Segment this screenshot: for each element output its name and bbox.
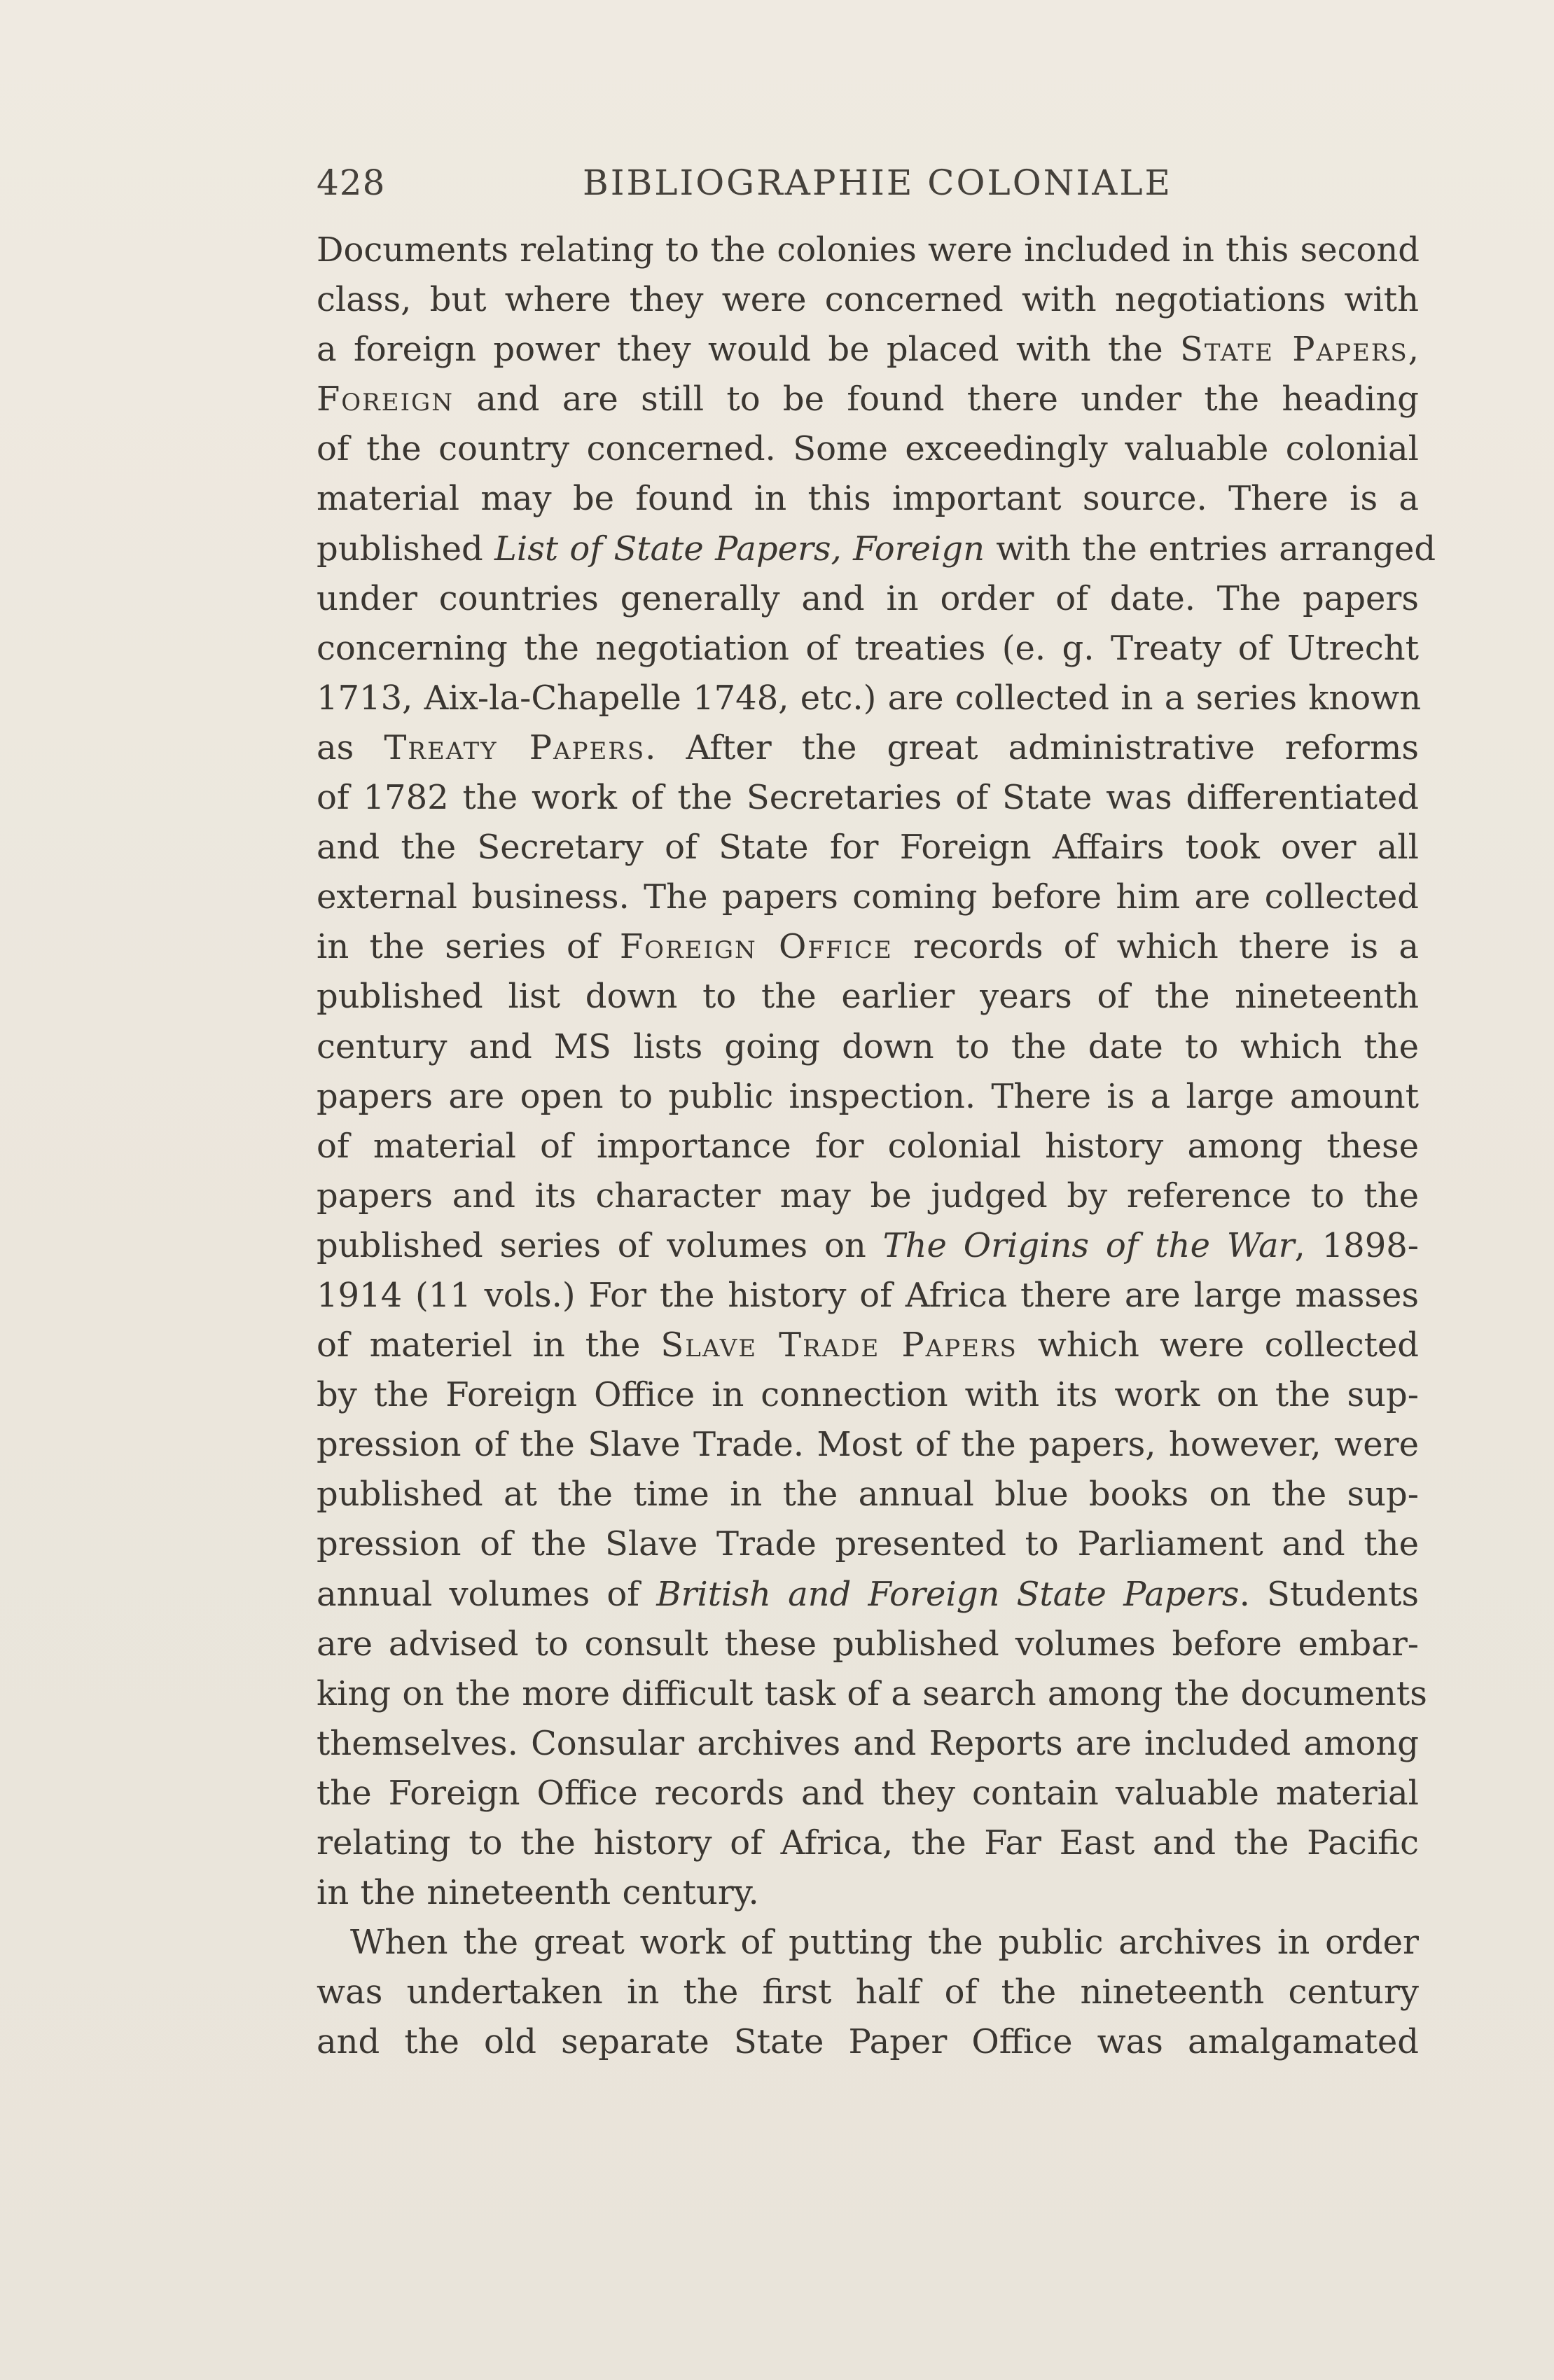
text-run: annual volumes of [317, 1574, 657, 1614]
text-run: of materiel in the [317, 1325, 661, 1365]
text-run: published [317, 529, 495, 569]
text-run: . After the great administrative reforms [645, 728, 1419, 767]
text-line: in the nineteenth century. [317, 1873, 759, 1913]
text-line [317, 1321, 1419, 1370]
text-line: was undertaken in the first half of the nineteenth century [317, 1972, 1419, 2012]
text-line: and the Secretary of State for Foreign Affairs took over all [317, 828, 1419, 868]
text-run: , 1898- [1294, 1225, 1419, 1265]
italic-title: British and Foreign State Papers [656, 1574, 1240, 1614]
text-line: 1914 (11 vols.) For the history of Africa there are large masses [317, 1275, 1419, 1315]
text-line: class, but where they were concerned with negotiations with [317, 280, 1419, 320]
text-run: published series of volumes on [317, 1225, 883, 1265]
text-line [317, 723, 1419, 773]
italic-title: List of State Papers, Foreign [494, 529, 985, 569]
text-run: which were collected [1017, 1325, 1419, 1365]
running-title: BIBLIOGRAPHIE COLONIALE [583, 162, 1173, 203]
text-line: Documents relating to the colonies were included in this second [317, 230, 1420, 270]
text-run: in the series of [317, 927, 620, 967]
italic-title: The Origins of the War [882, 1225, 1295, 1265]
text-line: by the Foreign Office in connection with its work on the sup- [317, 1375, 1419, 1415]
text-line: published at the time in the annual blue books on the sup- [317, 1475, 1419, 1515]
text-line: papers are open to public inspection. There is a large amount [317, 1076, 1419, 1116]
page-number: 428 [317, 162, 386, 203]
text-run: . Students [1239, 1574, 1419, 1614]
paragraph-1 [317, 225, 1436, 1918]
text-line [317, 375, 1419, 424]
text-line: pression of the Slave Trade presented to Parliament and the [317, 1524, 1419, 1564]
text-line: concerning the negotiation of treaties (e. g. Treaty of Utrecht [317, 628, 1419, 668]
text-line: century and MS lists going down to the date to which the [317, 1027, 1419, 1066]
text-line: of the country concerned. Some exceedingly valuable colonial [317, 429, 1419, 469]
text-line: of material of importance for colonial history among these [317, 1126, 1419, 1166]
text-line: are advised to consult these published volumes before embar- [317, 1624, 1419, 1664]
text-line [317, 1570, 1419, 1620]
text-run: , [1408, 330, 1419, 370]
text-line: papers and its character may be judged by reference to the [317, 1176, 1419, 1216]
text-line: When the great work of putting the public archives in order [350, 1923, 1419, 1963]
text-run: records of which there is a [892, 927, 1420, 967]
text-line [317, 524, 1436, 574]
text-line: and the old separate State Paper Office was amalgamated [317, 2022, 1419, 2062]
text-line [317, 325, 1419, 375]
text-line: relating to the history of Africa, the Far East and the Pacific [317, 1823, 1419, 1863]
text-line: published list down to the earlier years of the nineteenth [317, 977, 1419, 1017]
text-line: external business. The papers coming before him are collected [317, 877, 1419, 917]
small-caps-run: State Papers [1180, 330, 1408, 370]
text-run: with the entries arranged [985, 529, 1436, 569]
text-line [317, 1221, 1419, 1271]
small-caps-run: Foreign Office [619, 927, 893, 967]
text-line: pression of the Slave Trade. Most of the papers, however, were [317, 1425, 1419, 1465]
text-line: king on the more difficult task of a search among the documents [317, 1673, 1427, 1713]
small-caps-run: Slave Trade Papers [660, 1325, 1018, 1365]
text-run: a foreign power they would be placed with the [317, 330, 1180, 370]
text-line: the Foreign Office records and they contain valuable material [317, 1773, 1419, 1813]
text-run: and are still to be found there under the heading [453, 380, 1419, 419]
text-line: themselves. Consular archives and Reports are included among [317, 1723, 1419, 1763]
text-line: of 1782 the work of the Secretaries of State was differentiated [317, 778, 1419, 818]
paragraph-2 [317, 1918, 1419, 2067]
text-line [317, 922, 1419, 972]
text-line: material may be found in this important source. There is a [317, 479, 1419, 519]
text-line: under countries generally and in order of date. The papers [317, 578, 1419, 618]
text-block [317, 162, 1436, 2067]
small-caps-run: Treaty Papers [384, 728, 646, 767]
text-line: 1713, Aix-la-Chapelle 1748, etc.) are collected in a series known [317, 678, 1422, 718]
text-run: as [317, 728, 384, 767]
running-head [317, 162, 1419, 225]
small-caps-run: Foreign [317, 380, 454, 419]
